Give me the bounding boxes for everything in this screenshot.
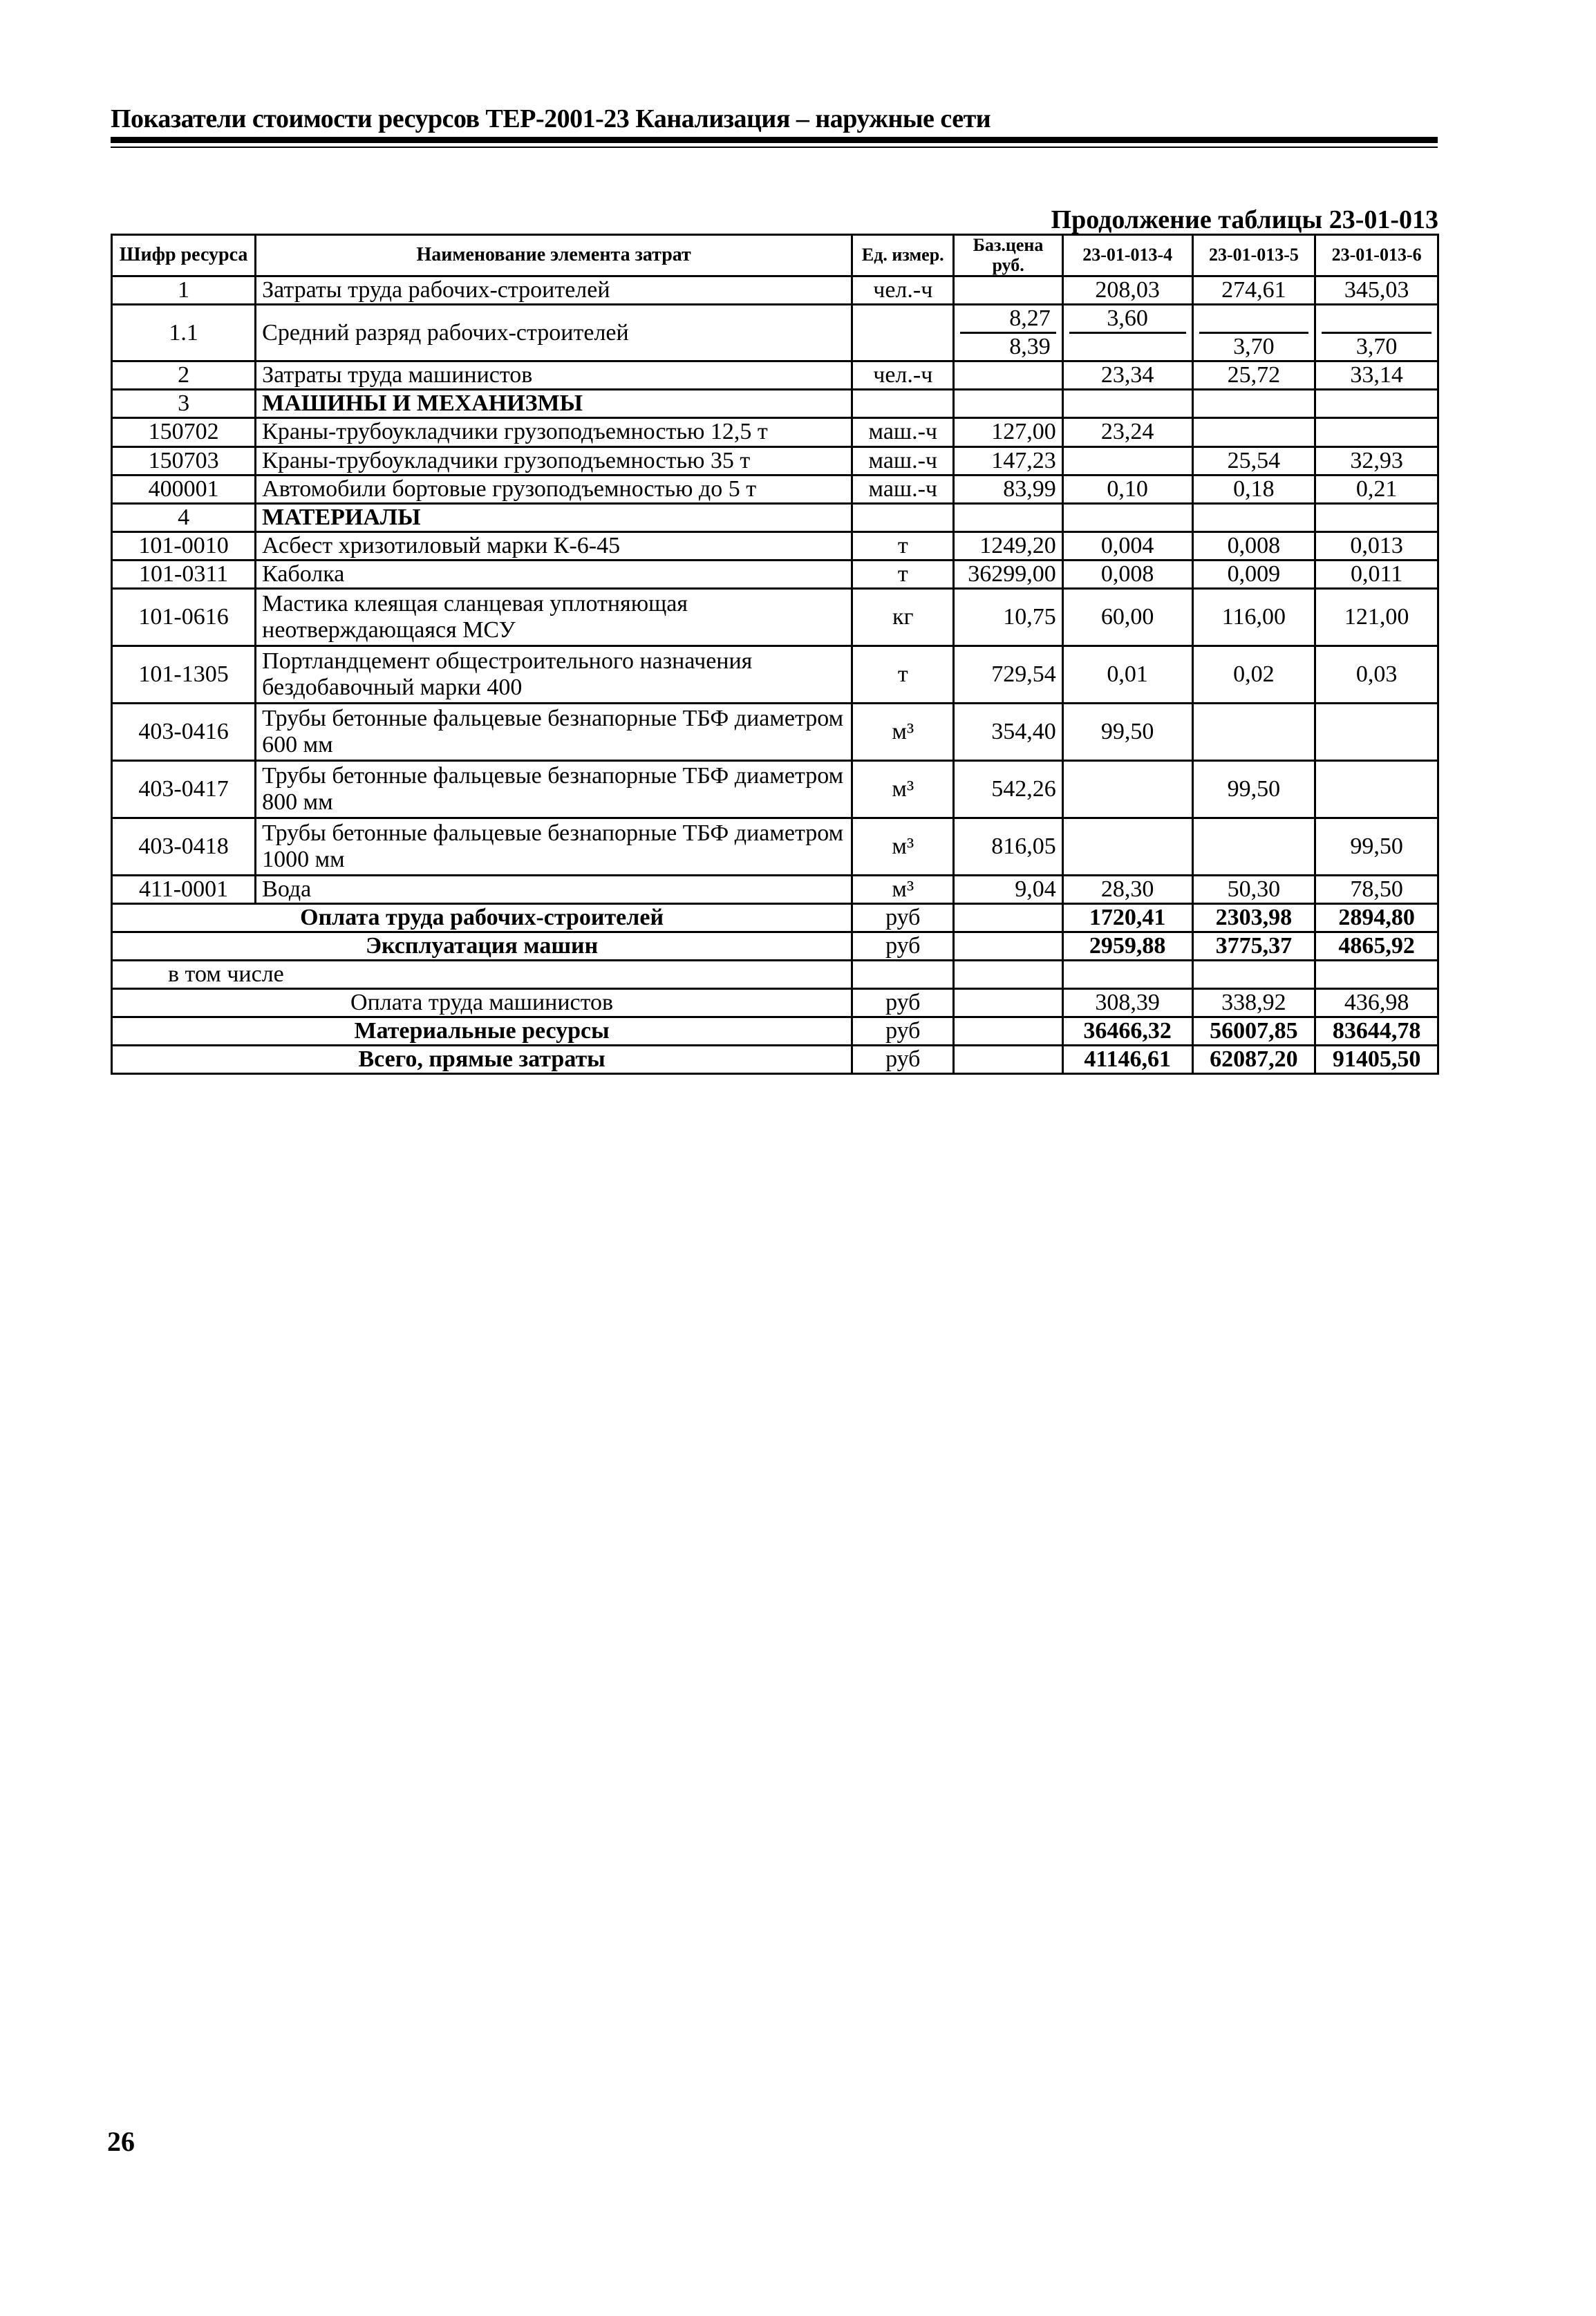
header-rule-thin <box>111 147 1438 148</box>
cell-v2 <box>1192 818 1315 875</box>
cell-code: 101-0010 <box>112 531 256 560</box>
table-row <box>112 361 1438 390</box>
cell-v1 <box>1062 503 1192 531</box>
cell-v2: 274,61 <box>1192 276 1315 305</box>
col-header-price: Баз.цена руб. <box>954 235 1062 276</box>
cell-code: 101-0616 <box>112 588 256 646</box>
cell-v1: 308,39 <box>1062 989 1192 1017</box>
col-header-c2: 23-01-013-5 <box>1192 235 1315 276</box>
cell-v2: 3775,37 <box>1192 932 1315 961</box>
cell-unit: т <box>852 531 954 560</box>
cell-name: Затраты труда рабочих-строителей <box>256 276 852 305</box>
cell-name: Автомобили бортовые грузоподъемностью до 5 т <box>256 475 852 503</box>
summary-label: Всего, прямые затраты <box>112 1046 852 1074</box>
table-row <box>112 475 1438 503</box>
cell-v1 <box>1062 818 1192 875</box>
cell-v3-b: 3,70 <box>1355 334 1398 360</box>
cell-v3: 4865,92 <box>1315 932 1438 961</box>
cell-v3-split <box>1315 305 1438 361</box>
cell-v3: 0,013 <box>1315 531 1438 560</box>
cell-v3: 0,21 <box>1315 475 1438 503</box>
cell-unit: маш.-ч <box>852 418 954 446</box>
summary-row <box>112 903 1438 932</box>
cell-price-a: 8,27 <box>960 305 1055 334</box>
cell-v3 <box>1315 503 1438 531</box>
summary-label: Оплата труда рабочих-строителей <box>112 903 852 932</box>
cell-v1: 0,004 <box>1062 531 1192 560</box>
summary-row <box>112 1017 1438 1046</box>
cell-unit <box>852 305 954 361</box>
cell-v3: 83644,78 <box>1315 1017 1438 1046</box>
cell-name: Трубы бетонные фальцевые безнапорные ТБФ диаметром 600 мм <box>256 703 852 760</box>
summary-row <box>112 1046 1438 1074</box>
cell-price <box>954 276 1062 305</box>
cell-name: Средний разряд рабочих-строителей <box>256 305 852 361</box>
cell-v2-split <box>1192 305 1315 361</box>
cell-code: 2 <box>112 361 256 390</box>
cell-v1: 0,10 <box>1062 475 1192 503</box>
cell-price-b: 8,39 <box>1009 334 1051 360</box>
cell-unit: т <box>852 646 954 703</box>
cell-v2: 338,92 <box>1192 989 1315 1017</box>
cell-v2 <box>1192 418 1315 446</box>
cell-price: 127,00 <box>954 418 1062 446</box>
cell-v1: 28,30 <box>1062 875 1192 903</box>
cell-price <box>954 1017 1062 1046</box>
cell-price: 36299,00 <box>954 560 1062 588</box>
cell-price <box>954 989 1062 1017</box>
cell-code: 400001 <box>112 475 256 503</box>
cell-price: 542,26 <box>954 760 1062 818</box>
table-header-row <box>112 235 1438 276</box>
cell-unit <box>852 503 954 531</box>
cell-code: 150703 <box>112 446 256 475</box>
cell-code: 411-0001 <box>112 875 256 903</box>
table-row <box>112 588 1438 646</box>
table-row <box>112 276 1438 305</box>
table-row <box>112 305 1438 361</box>
cell-price <box>954 903 1062 932</box>
cell-v3 <box>1315 760 1438 818</box>
resource-cost-table <box>111 234 1439 1075</box>
cell-name: Мастика клеящая сланцевая уплотняющая неотверждающаяся МСУ <box>256 588 852 646</box>
cell-price: 147,23 <box>954 446 1062 475</box>
cell-v1: 41146,61 <box>1062 1046 1192 1074</box>
cell-price: 9,04 <box>954 875 1062 903</box>
cell-v1: 23,24 <box>1062 418 1192 446</box>
cell-unit: руб <box>852 989 954 1017</box>
cell-code: 403-0416 <box>112 703 256 760</box>
cell-name: Вода <box>256 875 852 903</box>
cell-v2 <box>1192 961 1315 989</box>
cell-unit: чел.-ч <box>852 361 954 390</box>
cell-unit <box>852 961 954 989</box>
section-title-machines: МАШИНЫ И МЕХАНИЗМЫ <box>256 390 852 418</box>
cell-v1 <box>1062 961 1192 989</box>
col-header-name: Наименование элемента затрат <box>256 235 852 276</box>
cell-v3: 78,50 <box>1315 875 1438 903</box>
cell-v1: 0,008 <box>1062 560 1192 588</box>
cell-v1: 1720,41 <box>1062 903 1192 932</box>
cell-price <box>954 503 1062 531</box>
cell-v3: 436,98 <box>1315 989 1438 1017</box>
page-number: 26 <box>107 2126 135 2157</box>
cell-v1-b <box>1069 334 1186 360</box>
cell-unit: кг <box>852 588 954 646</box>
cell-v2: 25,54 <box>1192 446 1315 475</box>
cell-price <box>954 1046 1062 1074</box>
table-section-row <box>112 503 1438 531</box>
header-rule <box>111 137 1438 143</box>
cell-price: 354,40 <box>954 703 1062 760</box>
section-title-materials: МАТЕРИАЛЫ <box>256 503 852 531</box>
cell-price <box>954 961 1062 989</box>
cell-v3: 2894,80 <box>1315 903 1438 932</box>
cell-price: 729,54 <box>954 646 1062 703</box>
cell-name: Каболка <box>256 560 852 588</box>
cell-v1 <box>1062 760 1192 818</box>
cell-code: 3 <box>112 390 256 418</box>
cell-v2 <box>1192 390 1315 418</box>
cell-v3: 33,14 <box>1315 361 1438 390</box>
cell-name: Трубы бетонные фальцевые безнапорные ТБФ диаметром 800 мм <box>256 760 852 818</box>
cell-v2 <box>1192 703 1315 760</box>
table-continuation-caption: Продолжение таблицы 23-01-013 <box>1051 205 1438 234</box>
cell-v2: 0,02 <box>1192 646 1315 703</box>
cell-unit: руб <box>852 1046 954 1074</box>
cell-v1: 208,03 <box>1062 276 1192 305</box>
cell-v1: 60,00 <box>1062 588 1192 646</box>
cell-v2-a <box>1199 305 1309 334</box>
cell-unit: руб <box>852 903 954 932</box>
cell-code: 403-0417 <box>112 760 256 818</box>
cell-v3 <box>1315 418 1438 446</box>
cell-unit: маш.-ч <box>852 475 954 503</box>
cell-code: 1.1 <box>112 305 256 361</box>
cell-v3-a <box>1322 305 1431 334</box>
cell-unit: м³ <box>852 760 954 818</box>
cell-v2-b: 3,70 <box>1233 334 1275 360</box>
summary-row <box>112 989 1438 1017</box>
summary-label: в том числе <box>112 961 852 989</box>
cell-v2: 116,00 <box>1192 588 1315 646</box>
cell-v2: 56007,85 <box>1192 1017 1315 1046</box>
cell-v3: 91405,50 <box>1315 1046 1438 1074</box>
cell-v3 <box>1315 390 1438 418</box>
col-header-c1: 23-01-013-4 <box>1062 235 1192 276</box>
summary-row <box>112 932 1438 961</box>
cell-price <box>954 361 1062 390</box>
table-row <box>112 446 1438 475</box>
cell-v1: 99,50 <box>1062 703 1192 760</box>
cell-v3 <box>1315 961 1438 989</box>
cell-code: 150702 <box>112 418 256 446</box>
cell-code: 4 <box>112 503 256 531</box>
cell-code: 403-0418 <box>112 818 256 875</box>
cell-v2: 0,18 <box>1192 475 1315 503</box>
cell-v3: 0,011 <box>1315 560 1438 588</box>
table-row <box>112 560 1438 588</box>
cell-name: Асбест хризотиловый марки К-6-45 <box>256 531 852 560</box>
cell-v3: 345,03 <box>1315 276 1438 305</box>
col-header-c3: 23-01-013-6 <box>1315 235 1438 276</box>
summary-label: Эксплуатация машин <box>112 932 852 961</box>
cell-v2: 25,72 <box>1192 361 1315 390</box>
cell-name: Портландцемент общестроительного назначения бездобавочный марки 400 <box>256 646 852 703</box>
cell-v2 <box>1192 503 1315 531</box>
cell-unit: руб <box>852 1017 954 1046</box>
cell-name: Трубы бетонные фальцевые безнапорные ТБФ диаметром 1000 мм <box>256 818 852 875</box>
table-row <box>112 418 1438 446</box>
cell-price-split <box>954 305 1062 361</box>
cell-v2: 99,50 <box>1192 760 1315 818</box>
cell-v3 <box>1315 703 1438 760</box>
cell-v1 <box>1062 446 1192 475</box>
table-section-row <box>112 390 1438 418</box>
cell-v2: 0,009 <box>1192 560 1315 588</box>
cell-v3: 32,93 <box>1315 446 1438 475</box>
cell-unit: м³ <box>852 703 954 760</box>
cell-name: Затраты труда машинистов <box>256 361 852 390</box>
table-row <box>112 531 1438 560</box>
cell-price <box>954 932 1062 961</box>
cell-v1: 23,34 <box>1062 361 1192 390</box>
cell-v3: 0,03 <box>1315 646 1438 703</box>
cell-v1-a: 3,60 <box>1069 305 1186 334</box>
col-header-unit: Ед. измер. <box>852 235 954 276</box>
cell-v3: 99,50 <box>1315 818 1438 875</box>
cell-v1-split <box>1062 305 1192 361</box>
cell-name: Краны-трубоукладчики грузоподъемностью 12,5 т <box>256 418 852 446</box>
cell-name: Краны-трубоукладчики грузоподъемностью 35 т <box>256 446 852 475</box>
cell-v1: 0,01 <box>1062 646 1192 703</box>
summary-label: Материальные ресурсы <box>112 1017 852 1046</box>
cell-v1 <box>1062 390 1192 418</box>
table-row <box>112 646 1438 703</box>
cell-unit: м³ <box>852 818 954 875</box>
table-row <box>112 875 1438 903</box>
cell-v2: 62087,20 <box>1192 1046 1315 1074</box>
cell-v2: 0,008 <box>1192 531 1315 560</box>
cell-price: 10,75 <box>954 588 1062 646</box>
cell-code: 101-0311 <box>112 560 256 588</box>
col-header-code: Шифр ресурса <box>112 235 256 276</box>
cell-unit: т <box>852 560 954 588</box>
cell-v1: 2959,88 <box>1062 932 1192 961</box>
cell-unit: маш.-ч <box>852 446 954 475</box>
cell-code: 101-1305 <box>112 646 256 703</box>
cell-v2: 50,30 <box>1192 875 1315 903</box>
page-header-title: Показатели стоимости ресурсов ТЕР-2001-23 Канализация – наружные сети <box>111 104 991 133</box>
cell-v2: 2303,98 <box>1192 903 1315 932</box>
table-row <box>112 818 1438 875</box>
cell-v3: 121,00 <box>1315 588 1438 646</box>
cell-price: 816,05 <box>954 818 1062 875</box>
cell-unit: м³ <box>852 875 954 903</box>
cell-v1: 36466,32 <box>1062 1017 1192 1046</box>
cell-price <box>954 390 1062 418</box>
cell-price: 83,99 <box>954 475 1062 503</box>
table-row <box>112 703 1438 760</box>
table-row <box>112 760 1438 818</box>
cell-unit <box>852 390 954 418</box>
cell-unit: чел.-ч <box>852 276 954 305</box>
summary-row <box>112 961 1438 989</box>
summary-label: Оплата труда машинистов <box>112 989 852 1017</box>
cell-unit: руб <box>852 932 954 961</box>
cell-code: 1 <box>112 276 256 305</box>
cell-price: 1249,20 <box>954 531 1062 560</box>
